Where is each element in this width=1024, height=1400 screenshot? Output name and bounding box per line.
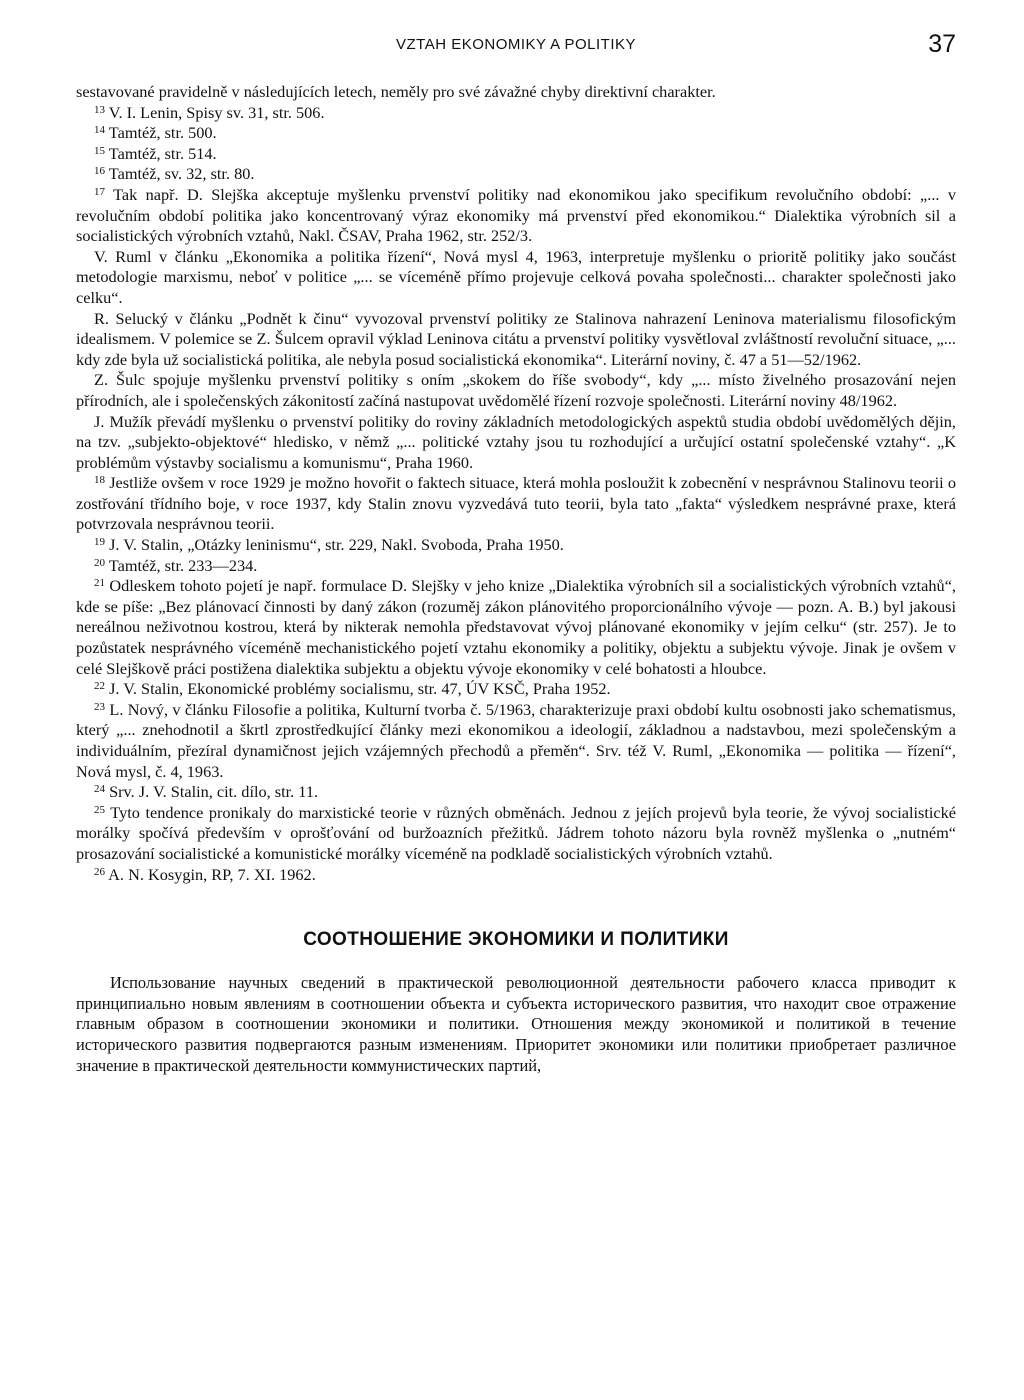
running-title: VZTAH EKONOMIKY A POLITIKY	[395, 36, 636, 53]
footnote-text: Odleskem tohoto pojetí je např. formulace D. Slejšky v jeho knize „Dialektika výrobních sil a socialistických výrobních vztahů“, kde se píše: „Bez plánovací činnosti by daný zákon (rozuměj zákon plánovitého proporcionálního vývoje — pozn. A. B.) byl jakousi nereálnou neživotnou kostrou, která by nikterak nemohla představovat vývoj plánované ekonomiky v jejím celku“ (str. 257). Je to pozůstatek nesprávného víceméně mechanistického pojetí vztahu ekonomiky a politiky, objektu a subjektu vývoje. Jinak je ovšem v celé Slejškově práci postižena dialektika subjektu a objektu vývoje ekonomiky v celé bohatosti a hloubce.	[76, 576, 956, 678]
page	[76, 30, 956, 1390]
footnote-number: 15	[94, 144, 105, 157]
footnote-text: Tamtéž, str. 500.	[108, 123, 217, 143]
footnote-text: A. N. Kosygin, RP, 7. XI. 1962.	[108, 864, 316, 884]
footnote-paragraph	[76, 556, 956, 577]
footnote-paragraph	[76, 309, 956, 371]
section-heading: СООТНОШЕНИЕ ЭКОНОМИКИ И ПОЛИТИКИ	[303, 929, 729, 951]
footnote-paragraph	[76, 247, 956, 309]
footnote-text: sestavované pravidelně v následujících letech, neměly pro své závažné chyby direktivní charakter.	[76, 82, 716, 101]
footnote-number: 19	[94, 536, 105, 549]
footnotes	[76, 82, 956, 885]
footnote-number: 18	[94, 474, 105, 487]
footnote-paragraph	[76, 803, 956, 865]
footnote-paragraph	[76, 82, 956, 103]
page-number: 37	[928, 30, 956, 58]
footnote-paragraph	[76, 782, 956, 803]
footnote-text: Tamtéž, str. 514.	[108, 143, 217, 163]
footnote-text: Tamtéž, str. 233—234.	[108, 555, 258, 575]
footnote-number: 13	[94, 103, 105, 116]
footnote-number: 17	[94, 185, 105, 198]
page-header	[76, 30, 956, 70]
footnote-text: V. Ruml v článku „Ekonomika a politika řízení“, Nová mysl 4, 1963, interpretuje myšlenku o prioritě politiky jako součást metodologie marxismu, neboť v politice „... se víceméně přímo projevuje celková povaha společnosti... charakter společnosti jako celku“.	[76, 246, 956, 307]
footnote-paragraph	[76, 123, 956, 144]
footnote-number: 20	[94, 556, 105, 569]
footnote-text: L. Nový, v článku Filosofie a politika, Kulturní tvorba č. 5/1963, charakterizuje praxi období kultu osobnosti jako schematismus, který „... znehodnotil a škrtl zprostředkující články mezi ekonomikou a ideologií, základnou a nadstavbou, mezi společenským a individuálním, přezíral dynamičnost jejich vzájemných přechodů a přeměn“. Srv. též V. Ruml, „Ekonomika — politika — řízení“, Nová mysl, č. 4, 1963.	[76, 699, 956, 781]
footnote-number: 25	[94, 803, 105, 816]
footnote-paragraph	[76, 370, 956, 411]
footnote-text: J. Mužík převádí myšlenku o prvenství politiky do roviny základních metodologických aspektů studia období uvědomělých dějin, na tzv. „subjekto-objektové“ hledisko, v němž „... politické vztahy jsou tu rozhodující a určující ostatní společenské vztahy“. „K problémům výstavby socialismu a komunismu“, Praha 1960.	[76, 411, 956, 472]
footnote-paragraph	[76, 473, 956, 535]
footnote-number: 24	[94, 783, 105, 796]
footnote-number: 14	[94, 124, 105, 137]
footnote-paragraph	[76, 144, 956, 165]
footnote-paragraph	[76, 164, 956, 185]
footnote-paragraph	[76, 412, 956, 474]
footnote-text: Jestliže ovšem v roce 1929 je možno hovořit o faktech situace, která mohla posloužit k zobecnění v nesprávnou Stalinovu teorii o zostřování třídního boje, v roce 1937, kdy Stalin znovu vyzvedává tuto teorii, byla tato „fakta“ výsledkem nesprávné praxe, která potvrzovala nesprávnou teorii.	[76, 473, 956, 534]
footnote-paragraph	[76, 576, 956, 679]
footnote-text: R. Selucký v článku „Podnět k činu“ vyvozoval prvenství politiky ze Stalinova nahrazení Leninova materialismu filosofickým idealismem. V polemice se Z. Šulcem opravil výklad Leninova citátu a prvenství politiky vysvětloval zvláštností revoluční situace, „... kdy zde byla už socialistická politika, ale nebyla posud socialistická ekonomika“. Literární noviny, č. 47 a 51—52/1962.	[76, 308, 956, 369]
footnote-number: 23	[94, 700, 105, 713]
footnote-text: J. V. Stalin, „Otázky leninismu“, str. 229, Nakl. Svoboda, Praha 1950.	[109, 535, 564, 555]
footnote-number: 16	[94, 165, 105, 178]
footnote-number: 21	[94, 577, 105, 590]
section-body: Использование научных сведений в практической революционной деятельности рабочего класса приводит к принципиально новым явлениям в соотношении объекта и субъекта исторического развития, что находит свое отражение главным образом в соотношении экономики и политики. Отношения между экономикой и политикой в течение исторического развития подвергаются разным изменениям. Приоритет экономики или политики приобретает различное значение в практической деятельности коммунистических партий,	[76, 973, 956, 1075]
footnote-text: Tak např. D. Slejška akceptuje myšlenku prvenství politiky nad ekonomikou jako specifikum revolučního období: „... v revolučním období politika jako koncentrovaný výraz ekonomiky má prvenství před ekonomikou.“ Dialektika výrobních sil a socialistických výrobních vztahů, Nakl. ČSAV, Praha 1962, str. 252/3.	[76, 184, 956, 246]
footnote-text: J. V. Stalin, Ekonomické problémy socialismu, str. 47, ÚV KSČ, Praha 1952.	[109, 679, 611, 699]
footnote-paragraph	[76, 700, 956, 782]
footnote-text: Srv. J. V. Stalin, cit. dílo, str. 11.	[109, 782, 319, 802]
footnote-number: 22	[94, 680, 105, 693]
footnote-paragraph	[76, 185, 956, 247]
footnote-text: Tyto tendence pronikaly do marxistické teorie v různých obměnách. Jednou z jejích projevů byla teorie, že vývoj socialistické morálky spočívá především v oprošťování od buržoazních přežitků. Jádrem tohoto názoru byla rovněž myšlenka o „nutném“ prosazování socialistické a komunistické morálky víceméně na podkladě socialistických výrobních vztahů.	[76, 802, 956, 863]
footnote-number: 26	[94, 865, 105, 878]
footnote-paragraph	[76, 103, 956, 124]
footnote-text: Tamtéž, sv. 32, str. 80.	[108, 164, 255, 184]
footnote-paragraph	[76, 535, 956, 556]
footnote-text: V. I. Lenin, Spisy sv. 31, str. 506.	[108, 102, 325, 122]
footnote-text: Z. Šulc spojuje myšlenku prvenství politiky s oním „skokem do říše svobody“, kdy „... místo živelného prosazování nejen přírodních, ale i společenských zákonitostí začíná nastupovat uvědomělé řízení rozvoje společnosti. Literární noviny 48/1962.	[76, 370, 956, 410]
footnote-paragraph	[76, 865, 956, 886]
footnote-paragraph	[76, 679, 956, 700]
